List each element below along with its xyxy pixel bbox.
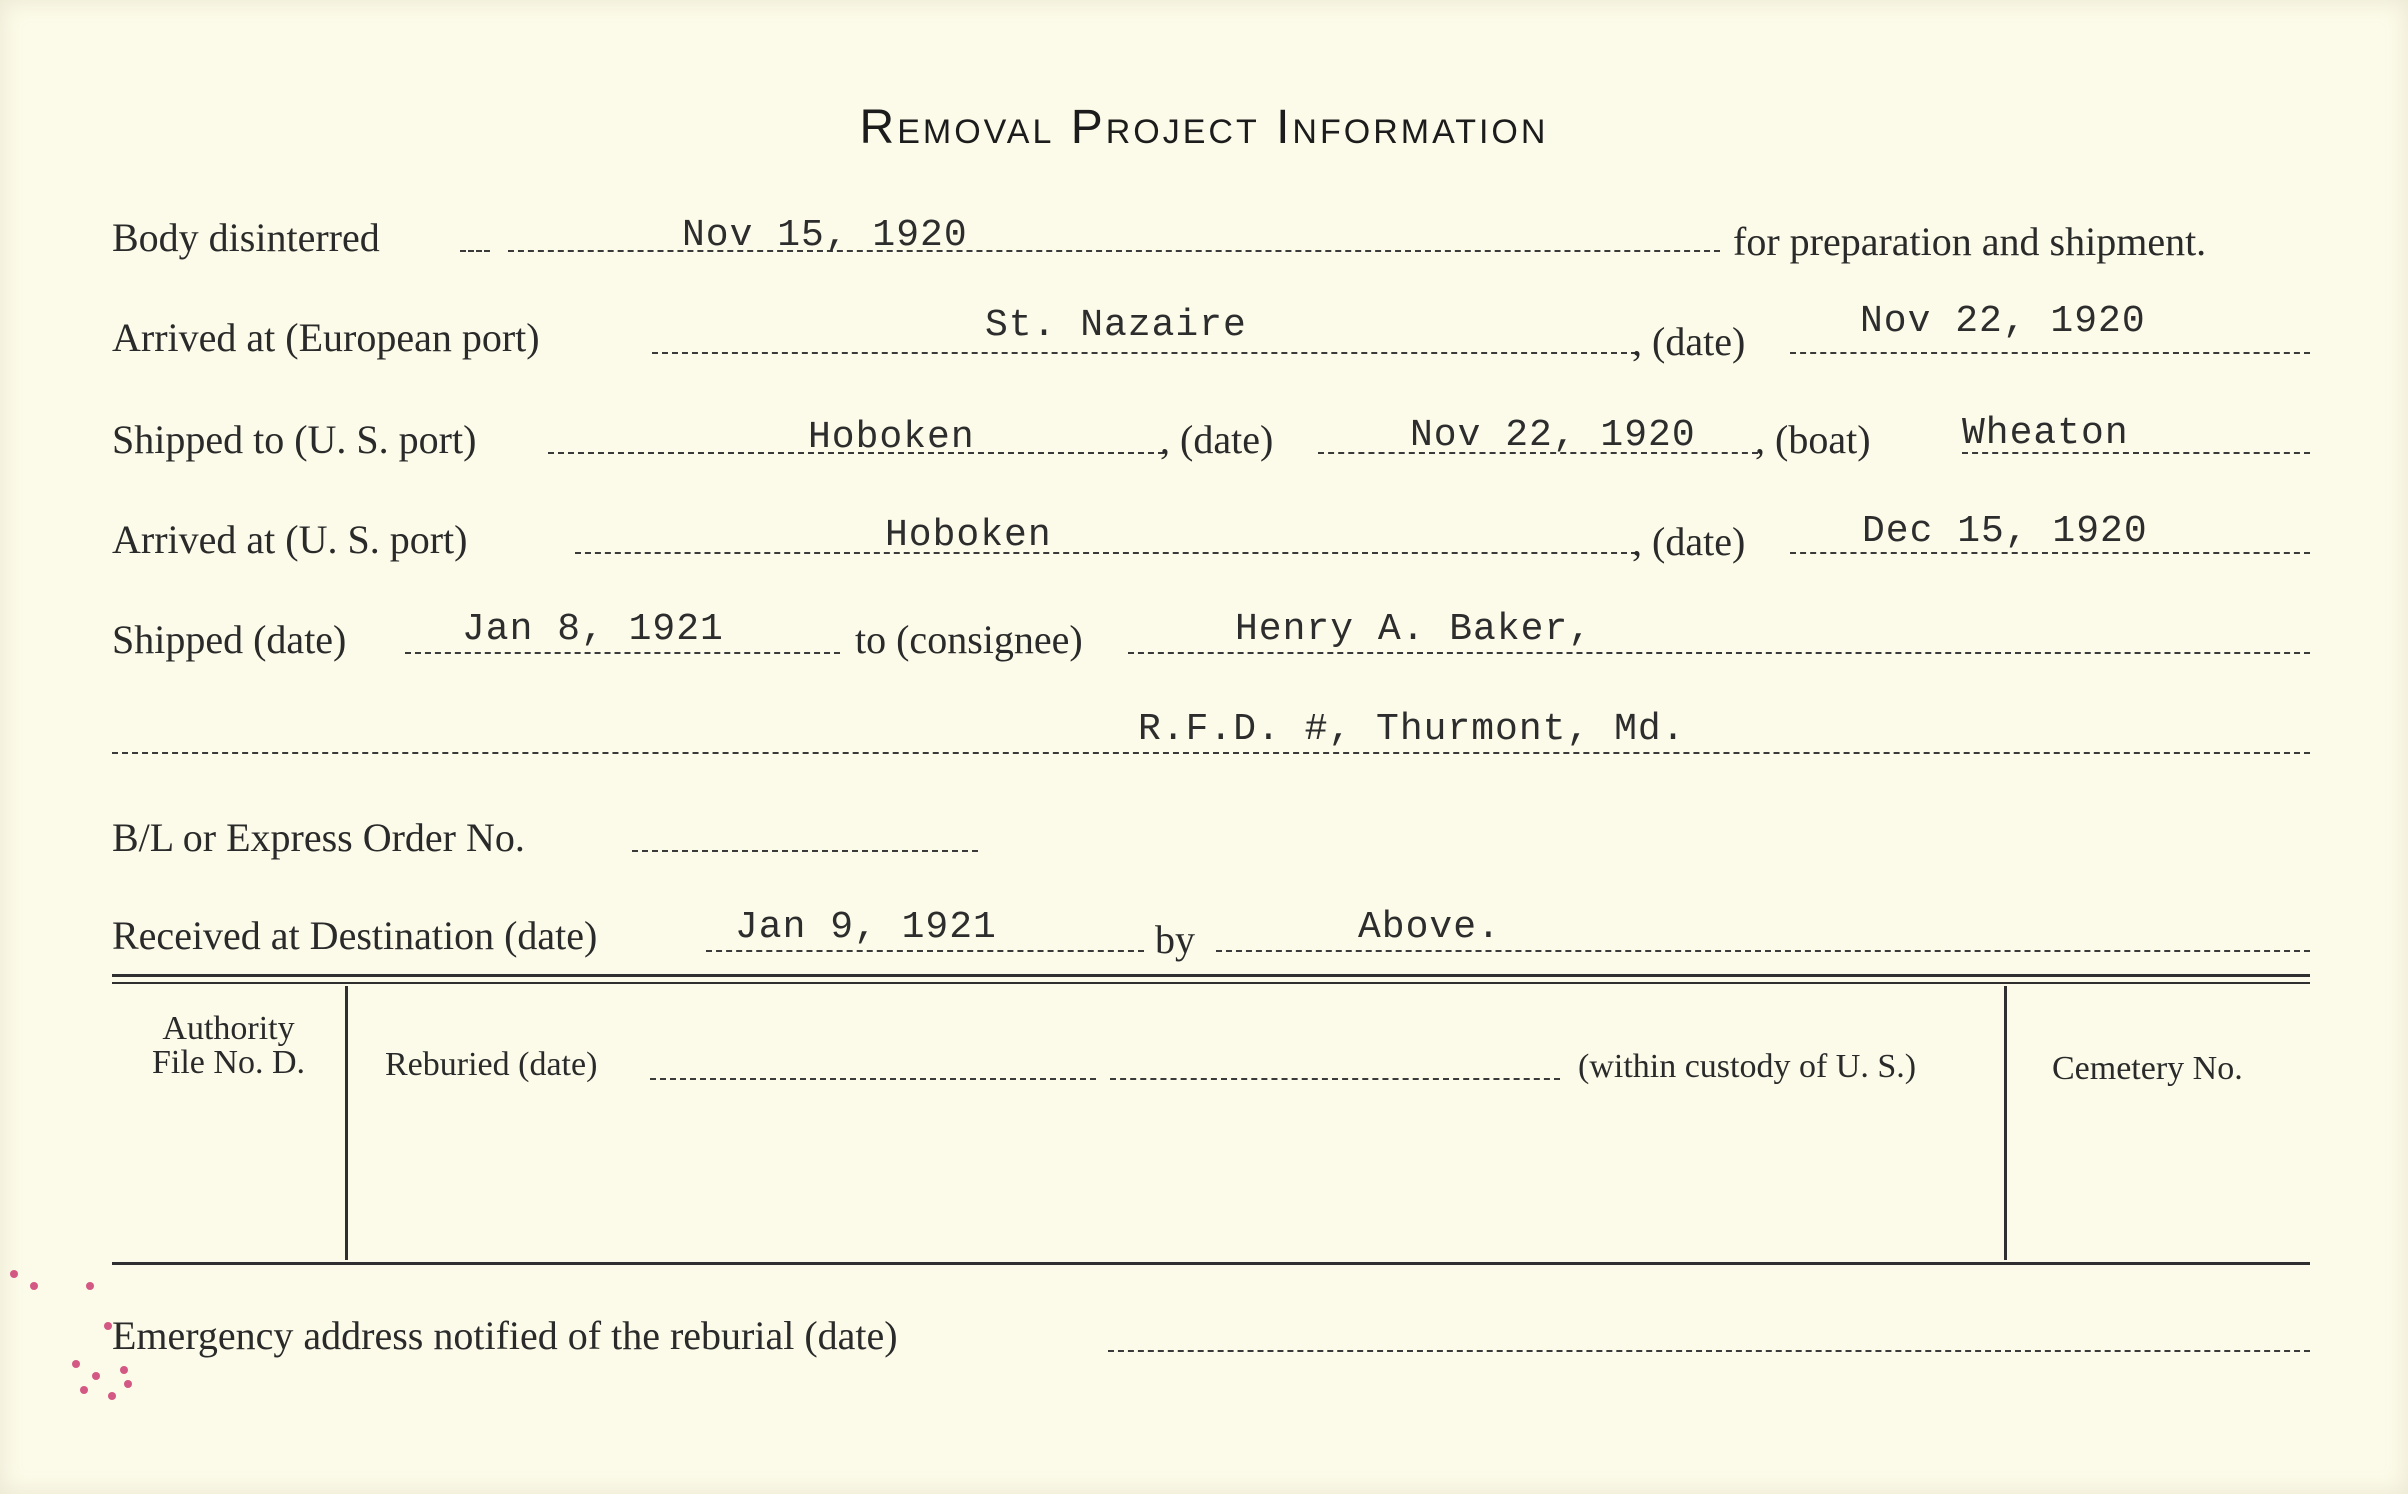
arrived-european-line bbox=[652, 352, 1637, 354]
arrived-european-date-line bbox=[1790, 352, 2310, 354]
arrived-us-line bbox=[575, 552, 1637, 554]
address-value: R.F.D. #, Thurmont, Md. bbox=[1138, 708, 1686, 751]
emergency-line bbox=[1108, 1350, 2310, 1352]
arrived-us-date-label: , (date) bbox=[1632, 519, 1746, 564]
bl-label: B/L or Express Order No. bbox=[112, 815, 525, 860]
received-by-line bbox=[1216, 950, 2310, 952]
arrived-european-date-label: , (date) bbox=[1632, 319, 1746, 364]
card-title: Removal Project Information bbox=[859, 101, 1549, 154]
custody-label: (within custody of U. S.) bbox=[1578, 1048, 1917, 1085]
arrived-us-value: Hoboken bbox=[885, 514, 1052, 557]
authority-line1: Authority bbox=[162, 1010, 295, 1047]
arrived-us-date-value: Dec 15, 1920 bbox=[1862, 510, 2148, 553]
table-bottom-rule bbox=[112, 1262, 2310, 1265]
received-by-label: by bbox=[1155, 917, 1195, 962]
table-top-rule-2 bbox=[112, 982, 2310, 984]
shipped-date-line bbox=[405, 652, 840, 654]
reburied-line-b bbox=[1110, 1078, 1560, 1080]
shipped-us-label: Shipped to (U. S. port) bbox=[112, 417, 477, 462]
authority-label bbox=[112, 1012, 345, 1080]
arrived-european-value: St. Nazaire bbox=[985, 304, 1247, 347]
received-date-line bbox=[706, 950, 1144, 952]
shipped-date-value: Jan 8, 1921 bbox=[462, 608, 724, 651]
authority-line2: File No. D. bbox=[152, 1044, 305, 1081]
disinterred-label: Body disinterred bbox=[112, 215, 380, 260]
shipped-date-label: Shipped (date) bbox=[112, 617, 347, 662]
shipped-us-value: Hoboken bbox=[808, 416, 975, 459]
received-date-value: Jan 9, 1921 bbox=[735, 906, 997, 949]
table-top-rule-1 bbox=[112, 974, 2310, 977]
disinterred-line-a bbox=[460, 250, 490, 252]
consignee-label: to (consignee) bbox=[855, 617, 1083, 662]
shipped-us-boat-value: Wheaton bbox=[1962, 412, 2129, 455]
received-label: Received at Destination (date) bbox=[112, 913, 598, 958]
disinterred-value: Nov 15, 1920 bbox=[682, 214, 968, 257]
disinterred-suffix: for preparation and shipment. bbox=[1733, 219, 2207, 264]
reburied-label: Reburied (date) bbox=[385, 1046, 598, 1083]
arrived-european-date-value: Nov 22, 1920 bbox=[1860, 300, 2146, 343]
address-line bbox=[112, 752, 2310, 754]
emergency-label: Emergency address notified of the reburial (date) bbox=[112, 1313, 898, 1358]
cemetery-label: Cemetery No. bbox=[2052, 1050, 2243, 1087]
arrived-european-label: Arrived at (European port) bbox=[112, 315, 540, 360]
received-by-value: Above. bbox=[1358, 906, 1501, 949]
table-divider-right bbox=[2004, 986, 2007, 1260]
consignee-line bbox=[1128, 652, 2310, 654]
bl-line bbox=[632, 850, 978, 852]
arrived-us-label: Arrived at (U. S. port) bbox=[112, 517, 468, 562]
consignee-value: Henry A. Baker, bbox=[1235, 608, 1593, 651]
shipped-us-boat-label: , (boat) bbox=[1755, 417, 1871, 462]
shipped-us-date-label: , (date) bbox=[1160, 417, 1274, 462]
shipped-us-date-value: Nov 22, 1920 bbox=[1410, 414, 1696, 457]
table-divider-left bbox=[345, 986, 348, 1260]
reburied-line-a bbox=[650, 1078, 1096, 1080]
